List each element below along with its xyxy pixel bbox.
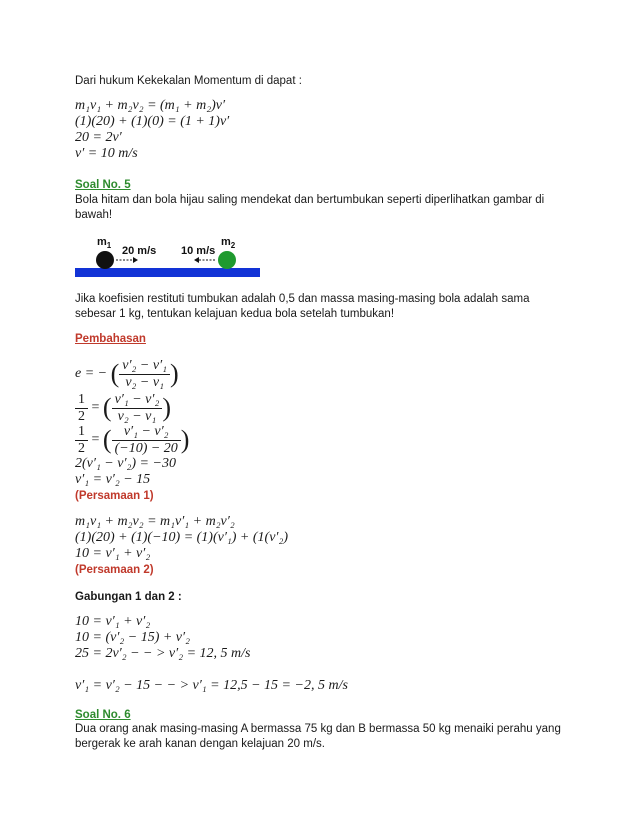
right-arrow: [116, 257, 138, 263]
intro-text: Dari hukum Kekekalan Momentum di dapat :: [75, 75, 302, 87]
equation-line: m₁v₁ + m₂v₂ = m₁v′₁ + m₂v′₂: [75, 514, 235, 529]
left-arrow: [194, 257, 216, 263]
gabungan-label: Gabungan 1 dan 2 :: [75, 591, 182, 603]
soal5-title: Soal No. 5: [75, 179, 131, 191]
floor: [75, 268, 260, 277]
soal5-question: Jika koefisien restituti tumbukan adalah 0,5 dan massa masing-masing bola adalah sama sebesar 1 kg, tentukan kelajuan kedua bola setelah tumbukan!: [75, 293, 530, 320]
restitution-equation: e = − ( $\frac{\text{v′₂ − v′₁}}{\text{v₂ − v₁}}$ ): [75, 358, 179, 390]
equation-line: m₁v₁ + m₂v₂ = (m₁ + m₂)v′: [75, 98, 226, 113]
equation-line: (1)(20) + (1)(−10) = (1)(v′₁) + (1(v′₂): [75, 530, 289, 545]
equation-line: 10 = v′₁ + v′₂: [75, 546, 151, 561]
equation-line: 10 = v′₁ + v′₂: [75, 614, 151, 629]
collision-figure: [75, 232, 265, 280]
m1-label: $m_1$: [97, 236, 112, 250]
persamaan-2-label: (Persamaan 2): [75, 564, 154, 576]
restitution-equation-3: $\frac{1}{2}$ = ( $\frac{\text{v′₁ − v′₂}}{(-10) - 20}$ ): [75, 424, 189, 456]
equation-line: 2(v′₁ − v′₂) = −30: [75, 456, 176, 471]
restitution-equation-2: $\frac{1}{2}$ = ( $\frac{\text{v′₁ − v′₂}}{\text{v₂ − v₁}}$ ): [75, 392, 171, 424]
black-ball: [96, 251, 114, 269]
green-ball: [218, 251, 236, 269]
equation-line: 25 = 2v′₂ − − > v′₂ = 12, 5 m/s: [75, 646, 251, 661]
pembahasan-title: Pembahasan: [75, 333, 146, 345]
equation-line: 10 = (v′₂ − 15) + v′₂: [75, 630, 190, 645]
soal5-text: Bola hitam dan bola hijau saling mendekat dan bertumbukan seperti diperlihatkan gambar di bawah!: [75, 194, 545, 221]
equation-line: v′ = 10 m/s: [75, 146, 138, 161]
equation-line: v′₁ = v′₂ − 15: [75, 472, 151, 487]
v2-label: 10 m/s: [181, 245, 216, 257]
v1-label: 20 m/s: [122, 245, 157, 257]
equation-line: 20 = 2v′: [75, 130, 122, 145]
soal6-text: Dua orang anak masing-masing A bermassa 75 kg dan B bermassa 50 kg menaiki perahu yang bergerak ke arah kanan dengan kelajuan 20 m/s.: [75, 723, 561, 750]
equation-line: (1)(20) + (1)(0) = (1 + 1)v′: [75, 114, 230, 129]
final-equation: v′₁ = v′₂ − 15 − − > v′₁ = 12,5 − 15 = −2, 5 m/s: [75, 678, 348, 693]
soal6-title: Soal No. 6: [75, 709, 131, 721]
persamaan-1-label: (Persamaan 1): [75, 490, 154, 502]
m2-label: $m_2$: [221, 236, 236, 250]
